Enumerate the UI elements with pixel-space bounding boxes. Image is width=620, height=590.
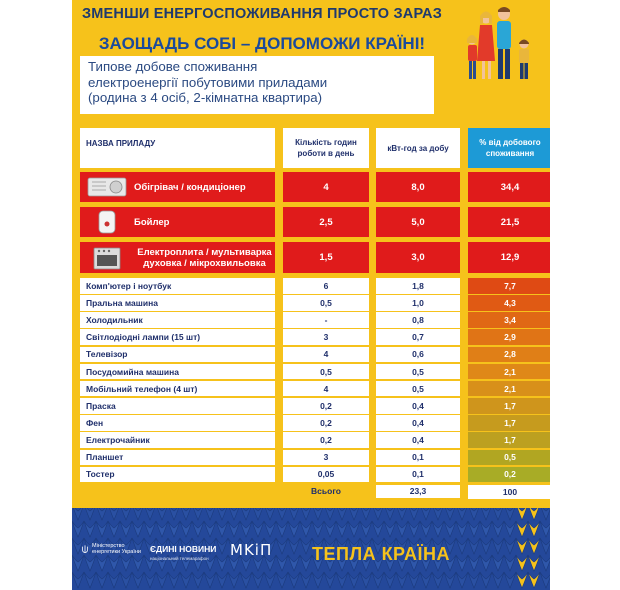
device-name: Фен	[80, 415, 275, 431]
stove-icon	[86, 246, 128, 270]
hours-value: 0,5	[283, 364, 369, 380]
column-header: Кількість годин роботи в день	[283, 128, 369, 168]
table-header	[80, 128, 542, 168]
news-sublabel: національний телемарафон	[150, 556, 209, 561]
table-row	[80, 329, 542, 345]
device-name: Мобільний телефон (4 шт)	[80, 381, 275, 397]
kwh-value: 0,6	[376, 347, 460, 363]
table-row	[80, 467, 542, 483]
news-label: ЄДИНІ НОВИНИ	[150, 544, 217, 554]
device-name: Електроплита / мультиварка духовка / мікрохвильовка	[137, 246, 272, 269]
kwh-value: 1,0	[376, 295, 460, 311]
kwh-value: 3,0	[376, 242, 460, 273]
percent-value: 1,7	[468, 398, 550, 414]
total-kwh: 23,3	[376, 485, 460, 499]
kwh-value: 0,8	[376, 312, 460, 328]
percent-value: 34,4	[468, 172, 550, 202]
column-header: % від добового споживання	[468, 128, 550, 168]
device-name: Холодильник	[80, 312, 275, 328]
device-name: Планшет	[80, 450, 275, 466]
kwh-value: 0,5	[376, 364, 460, 380]
hours-value: 0,2	[283, 432, 369, 448]
hours-value: 3	[283, 329, 369, 345]
hours-value: 4	[283, 172, 369, 202]
percent-value: 2,8	[468, 347, 550, 363]
device-name: Телевізор	[80, 347, 275, 363]
headline-line1: ЗМЕНШИ ЕНЕРГОСПОЖИВАННЯ ПРОСТО ЗАРАЗ	[81, 6, 443, 22]
table-row	[80, 295, 542, 311]
column-header: кВт-год за добу	[376, 128, 460, 168]
device-name-cell	[80, 207, 275, 237]
kwh-value: 0,4	[376, 432, 460, 448]
headline-line2: ЗАОЩАДЬ СОБІ – ДОПОМОЖИ КРАЇНІ!	[98, 34, 426, 53]
table-row	[80, 450, 542, 466]
hours-value: 0,2	[283, 398, 369, 414]
table-row	[80, 432, 542, 448]
table-row-major	[80, 242, 542, 273]
percent-value: 1,7	[468, 415, 550, 431]
hours-value: -	[283, 312, 369, 328]
news-logo	[150, 544, 222, 561]
column-header: НАЗВА ПРИЛАДУ	[80, 128, 275, 168]
subtitle-line1: Типове добове споживання	[88, 59, 258, 74]
kwh-value: 0,4	[376, 398, 460, 414]
hours-value: 6	[283, 278, 369, 294]
percent-value: 12,9	[468, 242, 550, 273]
percent-value: 2,1	[468, 381, 550, 397]
water-heater-icon	[86, 210, 128, 234]
kwh-value: 0,1	[376, 467, 460, 483]
table-row	[80, 398, 542, 414]
table-total-row	[80, 485, 542, 499]
hours-value: 4	[283, 381, 369, 397]
table-row-major	[80, 172, 542, 202]
percent-value: 21,5	[468, 207, 550, 237]
device-name: Бойлер	[134, 216, 170, 228]
device-name: Пральна машина	[80, 295, 275, 311]
device-name: Комп'ютер і ноутбук	[80, 278, 275, 294]
table-row-major	[80, 207, 542, 237]
kwh-value: 0,5	[376, 381, 460, 397]
kwh-value: 8,0	[376, 172, 460, 202]
kwh-value: 5,0	[376, 207, 460, 237]
kwh-value: 0,1	[376, 450, 460, 466]
percent-value: 1,7	[468, 432, 550, 448]
hours-value: 0,05	[283, 467, 369, 483]
kwh-value: 0,7	[376, 329, 460, 345]
device-name-cell	[80, 242, 275, 273]
device-name-cell	[80, 172, 275, 202]
air-conditioner-icon	[86, 175, 128, 199]
device-name: Обігрівач / кондиціонер	[134, 181, 246, 193]
percent-value: 4,3	[468, 295, 550, 311]
headline	[72, 6, 452, 54]
hours-value: 4	[283, 347, 369, 363]
hours-value: 1,5	[283, 242, 369, 273]
total-percent: 100	[468, 485, 550, 499]
percent-value: 2,1	[468, 364, 550, 380]
mkip-logo: MKiП	[230, 541, 273, 559]
kwh-value: 0,4	[376, 415, 460, 431]
device-name: Тостер	[80, 467, 275, 483]
ministry-label: Міністерство енергетики України	[92, 542, 141, 555]
device-name: Праска	[80, 398, 275, 414]
percent-value: 3,4	[468, 312, 550, 328]
total-label: Всього	[283, 485, 369, 499]
table-row	[80, 415, 542, 431]
hours-value: 2,5	[283, 207, 369, 237]
ministry-logo	[82, 542, 142, 556]
percent-value: 0,2	[468, 467, 550, 483]
table-row	[80, 364, 542, 380]
family-illustration-icon	[438, 4, 542, 84]
footer	[72, 508, 550, 590]
table-row	[80, 381, 542, 397]
subtitle-line3: (родина з 4 осіб, 2-кімнатна квартира)	[88, 90, 323, 105]
percent-value: 2,9	[468, 329, 550, 345]
percent-value: 0,5	[468, 450, 550, 466]
kwh-value: 1,8	[376, 278, 460, 294]
hours-value: 0,2	[283, 415, 369, 431]
table-row	[80, 347, 542, 363]
subtitle	[88, 59, 434, 106]
subtitle-line2: електроенергії побутовими приладами	[88, 74, 328, 90]
infographic	[72, 0, 550, 590]
device-name: Посудомийна машина	[80, 364, 275, 380]
table-row	[80, 312, 542, 328]
knit-pattern-icon	[72, 508, 550, 590]
device-name: Електрочайник	[80, 432, 275, 448]
table-row	[80, 278, 542, 294]
device-name: Світлодіодні лампи (15 шт)	[80, 329, 275, 345]
trident-icon	[82, 542, 88, 556]
hours-value: 3	[283, 450, 369, 466]
brand-title: ТЕПЛА КРАЇНА	[312, 544, 450, 564]
hours-value: 0,5	[283, 295, 369, 311]
percent-value: 7,7	[468, 278, 550, 294]
